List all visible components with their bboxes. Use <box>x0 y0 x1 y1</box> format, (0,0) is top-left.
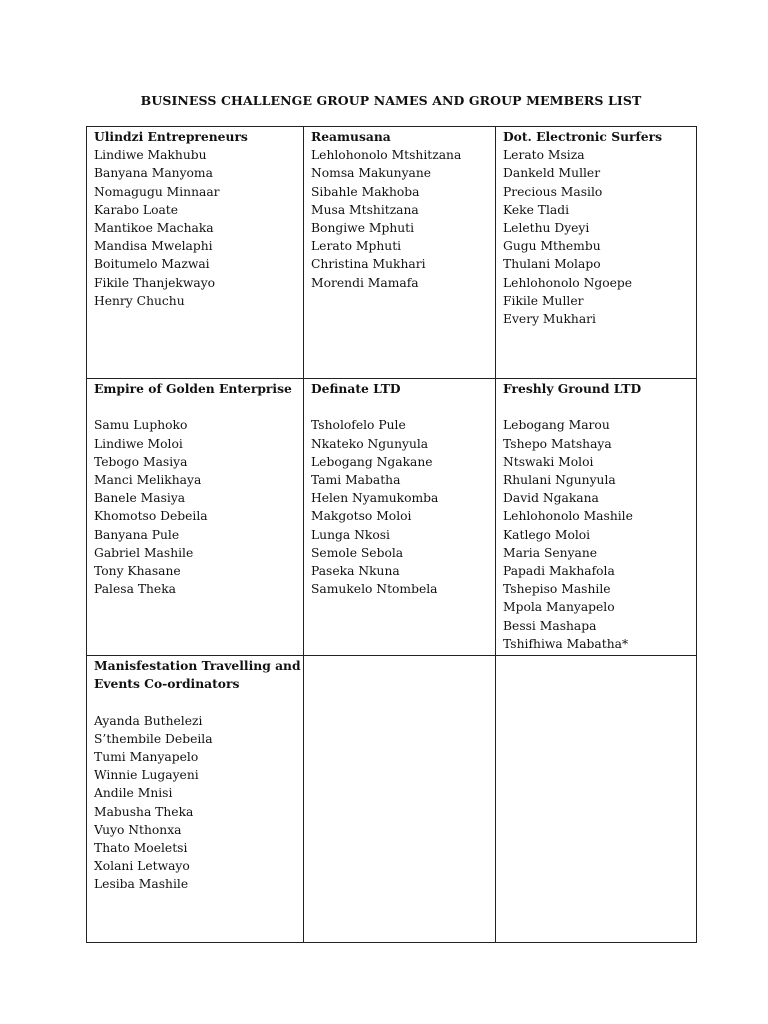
member-name: Khomotso Debeila <box>94 509 208 524</box>
group-name: Empire of Golden Enterprise <box>94 381 292 396</box>
member-name: Bessi Mashapa <box>503 618 597 633</box>
member-name: Fikile Muller <box>503 293 584 308</box>
member-name: Gugu Mthembu <box>503 239 601 254</box>
member-name: Boitumelo Mazwai <box>94 257 210 272</box>
member-name: Lebogang Ngakane <box>311 454 433 469</box>
member-name: Samukelo Ntombela <box>311 582 438 597</box>
member-name: Banyana Pule <box>94 527 180 542</box>
group-cell <box>304 127 496 379</box>
member-name: Henry Chuchu <box>94 293 185 308</box>
member-name: Vuyo Nthonxa <box>94 822 182 837</box>
member-name: Xolani Letwayo <box>94 859 190 874</box>
member-name: Nkateko Ngunyula <box>311 436 429 451</box>
member-name: Lindiwe Makhubu <box>94 148 207 163</box>
member-name: Helen Nyamukomba <box>311 491 439 506</box>
member-name: Paseka Nkuna <box>311 564 400 579</box>
group-name: Dot. Electronic Surfers <box>503 129 663 144</box>
group-name: Manisfestation Travelling and Events Co-ordinators <box>94 658 301 692</box>
member-name: Tshepiso Mashile <box>503 582 611 597</box>
group-cell <box>87 379 304 656</box>
member-name: Lerato Mphuti <box>311 239 402 254</box>
member-name: Semole Sebola <box>311 545 404 560</box>
member-name: David Ngakana <box>503 491 599 506</box>
member-name: Lindiwe Moloi <box>94 436 183 451</box>
member-name: Tebogo Masiya <box>94 454 188 469</box>
member-name: Palesa Theka <box>94 582 176 597</box>
table-row <box>87 656 697 943</box>
member-name: Papadi Makhafola <box>503 564 615 579</box>
member-name: Manci Melikhaya <box>94 473 202 487</box>
member-name: Ayanda Buthelezi <box>94 713 203 728</box>
member-name: Karabo Loate <box>94 202 179 217</box>
member-name: Banele Masiya <box>94 491 186 506</box>
empty-cell <box>304 656 496 943</box>
member-name: Lebogang Marou <box>503 418 610 433</box>
groups-table <box>86 126 697 943</box>
member-name: Mabusha Theka <box>94 804 194 819</box>
member-name: Lerato Msiza <box>503 148 585 163</box>
member-list <box>94 146 303 310</box>
member-name: Fikile Thanjekwayo <box>94 275 216 290</box>
member-name: Mpola Manyapelo <box>503 600 615 615</box>
group-name: Freshly Ground LTD <box>503 381 642 396</box>
group-name: Ulindzi Entrepreneurs <box>94 129 248 144</box>
page-title: BUSINESS CHALLENGE GROUP NAMES AND GROUP MEMBERS LIST <box>140 93 642 108</box>
group-name: Definate LTD <box>311 381 401 396</box>
member-name: Nomagugu Minnaar <box>94 184 220 199</box>
member-list <box>311 416 495 598</box>
member-name: Tsholofelo Pule <box>311 418 406 433</box>
group-name: Reamusana <box>311 129 391 144</box>
empty-cell <box>496 656 697 943</box>
member-name: Lehlohonolo Ngoepe <box>503 275 633 290</box>
member-name: Keke Tladi <box>503 202 570 217</box>
member-name: Samu Luphoko <box>94 418 188 433</box>
table-row <box>87 379 697 656</box>
member-name: Lunga Nkosi <box>311 527 390 542</box>
member-list <box>94 712 303 894</box>
member-name: Lelethu Dyeyi <box>503 221 590 236</box>
member-name: Mandisa Mwelaphi <box>94 239 213 254</box>
member-name: Lehlohonolo Mtshitzana <box>311 148 462 163</box>
member-name: Christina Mukhari <box>311 257 426 272</box>
member-name: Bongiwe Mphuti <box>311 221 415 236</box>
member-list <box>503 146 696 328</box>
member-name: Nomsa Makunyane <box>311 166 432 181</box>
member-name: Andile Mnisi <box>94 786 173 801</box>
member-name: Thato Moeletsi <box>94 841 188 856</box>
table-row <box>87 127 697 379</box>
member-name: Tami Mabatha <box>311 473 401 487</box>
member-name: Makgotso Moloi <box>311 509 412 524</box>
member-name: Winnie Lugayeni <box>94 768 199 783</box>
member-name: Tumi Manyapelo <box>94 750 199 764</box>
member-name: Tshifhiwa Mabatha* <box>503 636 629 651</box>
member-list <box>94 416 303 598</box>
member-name: Gabriel Mashile <box>94 545 194 560</box>
member-list <box>311 146 495 292</box>
member-name: Tony Khasane <box>94 564 181 579</box>
group-cell <box>304 379 496 656</box>
group-cell <box>87 127 304 379</box>
member-name: Sibahle Makhoba <box>311 184 420 199</box>
member-name: Banyana Manyoma <box>94 166 213 181</box>
member-name: Precious Masilo <box>503 184 603 199</box>
member-name: Every Mukhari <box>503 312 596 327</box>
member-name: Dankeld Muller <box>503 166 601 181</box>
member-name: Maria Senyane <box>503 545 598 560</box>
group-cell <box>496 379 697 656</box>
member-name: Ntswaki Moloi <box>503 454 594 469</box>
member-name: Rhulani Ngunyula <box>503 473 616 487</box>
member-name: S’thembile Debeila <box>94 731 213 746</box>
member-name: Morendi Mamafa <box>311 275 419 290</box>
member-name: Tshepo Matshaya <box>503 436 612 451</box>
member-name: Thulani Molapo <box>503 257 601 272</box>
member-name: Mantikoe Machaka <box>94 221 214 236</box>
group-cell <box>496 127 697 379</box>
member-name: Katlego Moloi <box>503 527 591 542</box>
member-name: Musa Mtshitzana <box>311 202 419 217</box>
member-name: Lehlohonolo Mashile <box>503 509 633 524</box>
member-name: Lesiba Mashile <box>94 877 189 892</box>
member-list <box>503 416 696 653</box>
group-cell <box>87 656 304 943</box>
